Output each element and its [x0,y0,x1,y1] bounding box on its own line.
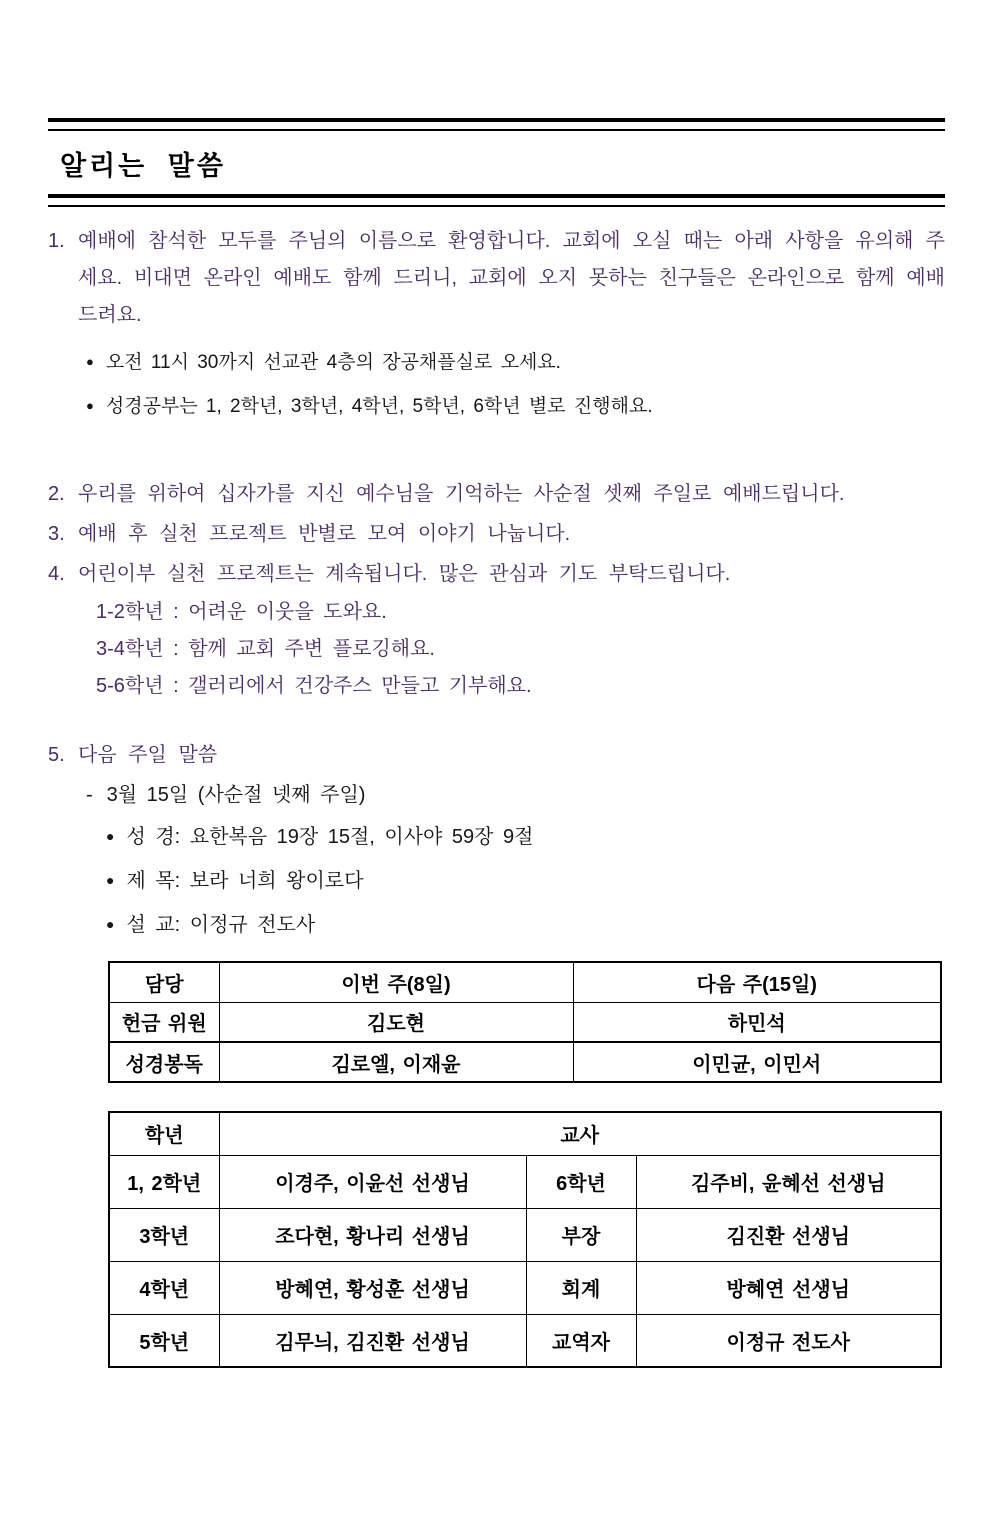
table-row [109,1155,941,1208]
table-cell: 1, 2학년 [109,1155,219,1208]
table-row [109,1208,941,1261]
table-header-cell: 이번 주(8일) [219,962,573,1002]
table-cell: 부장 [526,1208,636,1261]
table-cell: 김로엘, 이재윤 [219,1042,573,1082]
table-cell: 이경주, 이윤선 선생님 [219,1155,526,1208]
item-4-sub-item: 3-4학년 : 함께 교회 주변 플로깅해요. [96,638,435,660]
item-text: 예배에 참석한 모두를 주님의 이름으로 환영합니다. 교회에 오실 때는 아래 사항을 유의해 주세요. 비대면 온라인 예배도 함께 드리니, 교회에 오지 못하는 친구들은 온라인으로 함께 예배드려요. [78,230,945,326]
item-4-sub-item: 5-6학년 : 갤러리에서 건강주스 만들고 기부해요. [96,675,532,697]
announcement-item-4 [48,554,945,594]
bullet-icon: ● [106,828,115,844]
announcement-item-2 [48,474,945,514]
announcement-item-1 [48,223,945,334]
table-cell: 방혜연, 황성훈 선생님 [219,1261,526,1314]
item-1-bullets [86,340,945,428]
item-4-sub-item: 1-2학년 : 어려운 이웃을 도와요. [96,601,387,623]
date-text: 3월 15일 (사순절 넷째 주일) [106,784,366,806]
bullet-item [106,859,945,903]
table-cell: 김진환 선생님 [636,1208,941,1261]
item-5-date-line [86,775,945,815]
item-5-bullets [106,815,945,947]
bullet-icon: ● [86,398,94,413]
table-row [109,1314,941,1367]
dash-icon: - [86,784,93,806]
table-cell: 김무늬, 김진환 선생님 [219,1314,526,1367]
bullet-text: 성 경: 요한복음 19장 15절, 이사야 59장 9절 [126,826,534,848]
bullet-text: 성경공부는 1, 2학년, 3학년, 4학년, 5학년, 6학년 별로 진행해요. [105,396,653,417]
table-header-cell: 교사 [219,1112,941,1155]
table-cell: 김도현 [219,1002,573,1042]
bullet-item [86,340,945,384]
item-text: 우리를 위하여 십자가를 지신 예수님을 기억하는 사순절 셋째 주일로 예배드립니다. [78,483,845,505]
table-cell: 회계 [526,1261,636,1314]
announcement-item-3 [48,514,945,554]
table-cell: 김주비, 윤혜선 선생님 [636,1155,941,1208]
table-cell: 6학년 [526,1155,636,1208]
table-cell: 헌금 위원 [109,1002,219,1042]
item-number: 1. [48,230,65,252]
item-text: 어린이부 실천 프로젝트는 계속됩니다. 많은 관심과 기도 부탁드립니다. [78,563,731,585]
teacher-table [108,1111,942,1368]
table-cell: 3학년 [109,1208,219,1261]
table-cell: 교역자 [526,1314,636,1367]
table-header-cell: 학년 [109,1112,219,1155]
bullet-icon: ● [106,872,115,888]
bullet-icon: ● [86,354,94,369]
page-title: 알리는 말씀 [60,151,226,181]
document-page [0,118,992,1368]
table-cell: 조다현, 황나리 선생님 [219,1208,526,1261]
table-row [109,1042,941,1082]
item-number: 5. [48,744,65,766]
bullet-text: 설 교: 이정규 전도사 [126,914,316,936]
table-header-cell: 담당 [109,962,219,1002]
title-top-double-rule [48,118,945,131]
bullet-text: 오전 11시 30까지 선교관 4층의 장공채플실로 오세요. [105,352,561,373]
table-cell: 성경봉독 [109,1042,219,1082]
item-text: 예배 후 실천 프로젝트 반별로 모여 이야기 나눕니다. [78,523,571,545]
item-number: 4. [48,563,65,585]
table-cell: 4학년 [109,1261,219,1314]
table-cell: 방혜연 선생님 [636,1261,941,1314]
table-row [109,1002,941,1042]
bullet-item [86,384,945,428]
table-cell: 이민균, 이민서 [573,1042,941,1082]
table-row [109,1261,941,1314]
item-number: 3. [48,523,65,545]
table-row [109,962,941,1002]
table-cell: 5학년 [109,1314,219,1367]
table-header-cell: 다음 주(15일) [573,962,941,1002]
table-row [109,1112,941,1155]
table-cell: 이정규 전도사 [636,1314,941,1367]
bullet-text: 제 목: 보라 너희 왕이로다 [126,870,364,892]
title-bottom-double-rule [48,194,945,207]
duty-table [108,961,942,1083]
item-number: 2. [48,483,65,505]
item-text: 다음 주일 말씀 [78,744,218,766]
bullet-item [106,903,945,947]
bullet-item [106,815,945,859]
bullet-icon: ● [106,916,115,932]
table-cell: 하민석 [573,1002,941,1042]
announcement-item-5 [48,735,945,775]
